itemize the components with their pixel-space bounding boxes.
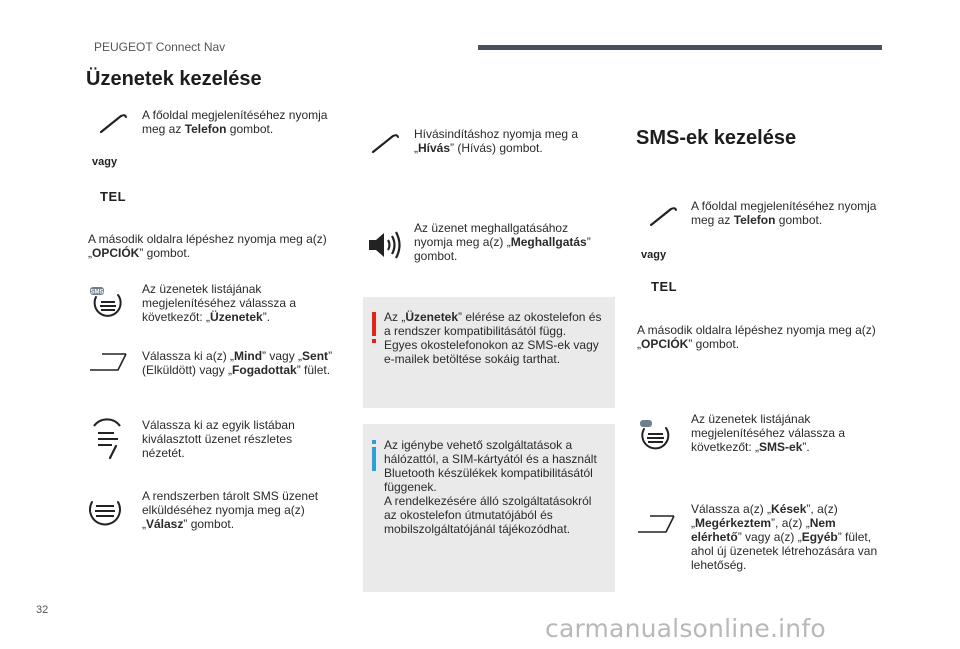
info-icon bbox=[372, 447, 376, 471]
info-icon-dot bbox=[372, 440, 376, 444]
info-text: Az igénybe vehető szolgáltatások a hálózattól, a SIM-kártyától és a használt Bluetooth készülékek kompatibilitásától függenek. A rendelkezésére álló szolgáltatásokról az okostelefon útmutatójából és mobilszolgáltatójánál tájékozódhat. bbox=[384, 438, 597, 536]
sms-list-icon bbox=[88, 285, 126, 319]
watermark-link[interactable]: carmanualsonline.info bbox=[545, 614, 826, 643]
col3-step2-text: A második oldalra lépéshez nyomja meg a(z) „OPCIÓK” gombot. bbox=[637, 323, 876, 351]
col3-step1-text: A főoldal megjelenítéséhez nyomja meg az Telefon gombot. bbox=[691, 199, 877, 227]
stylus-press-icon bbox=[370, 133, 402, 155]
col3-step4-text: Válassza a(z) „Kések”, a(z) „Megérkeztem”, a(z) „Nem elérhető” vagy a(z) „Egyéb” fület, ahol új üzenetek létrehozására van lehetőség. bbox=[691, 502, 878, 572]
col1-step5-text: Válassza ki az egyik listában kiválasztott üzenet részletes nézetét. bbox=[142, 418, 295, 460]
header-title: PEUGEOT Connect Nav bbox=[94, 40, 226, 54]
warning-icon bbox=[372, 312, 376, 336]
col1-step4-text: Válassza ki a(z) „Mind” vagy „Sent” (Elküldött) vagy „Fogadottak” fület. bbox=[142, 349, 333, 377]
tel-button[interactable]: TEL bbox=[651, 279, 678, 294]
col1-step6-text: A rendszerben tárolt SMS üzenet elküldéséhez nyomja meg a(z) „Válasz” gombot. bbox=[142, 489, 319, 531]
list-detail-icon bbox=[90, 418, 126, 462]
warning-icon-dot bbox=[372, 339, 376, 343]
page-title: Üzenetek kezelése bbox=[86, 68, 262, 90]
or-label: vagy bbox=[92, 156, 118, 168]
col1-step2-text: A második oldalra lépéshez nyomja meg a(z) „OPCIÓK” gombot. bbox=[88, 232, 327, 260]
speaker-icon bbox=[366, 229, 404, 261]
warning-text: Az „Üzenetek” elérése az okostelefon és a rendszer kompatibilitásától függ. Egyes okostelefonokon az SMS-ek vagy e-mailek betöltése sokáig tarthat. bbox=[384, 310, 602, 366]
stylus-press-icon bbox=[648, 206, 680, 228]
col2-step2-text: Az üzenet meghallgatásához nyomja meg a(z) „Meghallgatás” gombot. bbox=[414, 221, 591, 263]
col2-step1-text: Hívásindításhoz nyomja meg a „Hívás” (Hívás) gombot. bbox=[414, 127, 579, 155]
sms-list-icon bbox=[636, 418, 674, 452]
tel-button[interactable]: TEL bbox=[100, 189, 127, 204]
section-title: SMS-ek kezelése bbox=[636, 127, 797, 149]
page-number: 32 bbox=[36, 604, 49, 616]
col1-step1-text: A főoldal megjelenítéséhez nyomja meg az Telefon gombot. bbox=[142, 108, 328, 136]
tab-select-icon bbox=[636, 512, 678, 536]
sms-badge: SMS bbox=[90, 289, 104, 296]
or-label: vagy bbox=[641, 249, 667, 261]
header-divider bbox=[478, 45, 882, 50]
col3-step3-text: Az üzenetek listájának megjelenítéséhez válassza a következőt: „SMS-ek”. bbox=[691, 412, 846, 454]
tab-select-icon bbox=[88, 350, 130, 374]
stylus-press-icon bbox=[98, 113, 130, 135]
col1-step3-text: Az üzenetek listájának megjelenítéséhez válassza a következőt: „Üzenetek”. bbox=[142, 282, 297, 324]
reply-list-icon bbox=[86, 494, 124, 530]
